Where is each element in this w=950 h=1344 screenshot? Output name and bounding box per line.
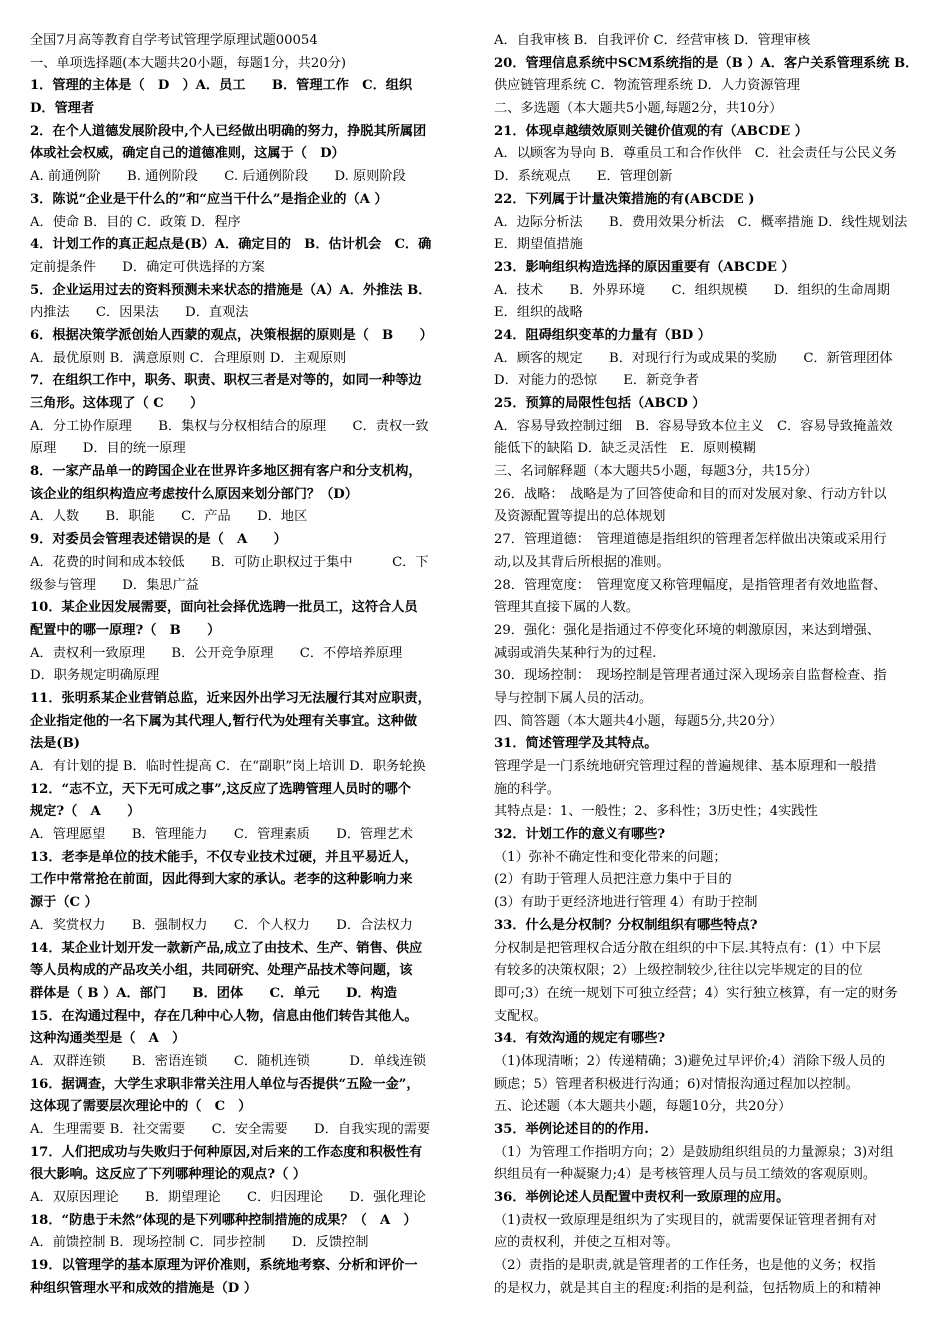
text-line: A．人数 B．职能 C．产品 D．地区 bbox=[30, 509, 308, 525]
text-line: 工作中常常抢在前面，因此得到大家的承认。老李的这种影响力来 bbox=[30, 872, 413, 888]
text-line: 有较多的决策权限；2）上级控制较少,往往以完毕规定的目的位 bbox=[494, 963, 863, 979]
text-line: 17．人们把成功与失败归于何种原因,对后来的工作态度和积极性有 bbox=[30, 1144, 423, 1160]
text-line: 28．管理宽度： 管理宽度又称管理幅度，是指管理者有效地监督、 bbox=[494, 577, 887, 593]
text-line: 16．据调查，大学生求职非常关注用人单位与否提供“五险一金”， bbox=[30, 1076, 420, 1092]
text-line: 分权制是把管理权合适分散在组织的中下层.其特点有：(1）中下层 bbox=[494, 940, 881, 956]
text-line: 等人员构成的产品攻关小组，共同研究、处理产品技术等问题，该 bbox=[30, 963, 413, 979]
right-column bbox=[494, 30, 930, 1301]
text-line: 源于（C ） bbox=[30, 895, 98, 911]
text-line: 规定?（ A ） bbox=[30, 804, 141, 820]
text-line: 五、论述题（本大题共小题，每题10分，共20分） bbox=[494, 1099, 792, 1115]
text-line: A．双原因理论 B．期望理论 C．归因理论 D．强化理论 bbox=[30, 1190, 426, 1206]
left-column bbox=[30, 30, 466, 1301]
text-line: 36．举例论述人员配置中责权利一致原理的应用。 bbox=[494, 1190, 790, 1206]
text-line: 其特点是：1、一般性；2、多科性；3历史性；4实践性 bbox=[494, 804, 818, 820]
text-line: 26．战略： 战略是为了回答使命和目的而对发展对象、行动方针以 bbox=[494, 486, 887, 502]
text-line: 应的责权利，并使之互相对等。 bbox=[494, 1235, 679, 1251]
text-line: 11．张明系某企业营销总监，近来因外出学习无法履行其对应职责， bbox=[30, 690, 431, 706]
text-line: 22．下列属于计量决策措施的有(ABCDE ) bbox=[494, 191, 755, 207]
text-line: A. 前通例阶 B. 通例阶段 C. 后通例阶段 D. 原则阶段 bbox=[30, 169, 406, 185]
text-line: A．使命 B．目的 C．政策 D．程序 bbox=[30, 214, 241, 230]
text-line: 群体是（ B ）A．部门 B．团体 C．单元 D．构造 bbox=[30, 985, 397, 1001]
text-line: 及资源配置等提出的总体规划 bbox=[494, 509, 666, 525]
text-line: 级参与管理 D．集思广益 bbox=[30, 577, 199, 593]
text-line: 织组员有一种凝聚力;4）是考核管理人员与员工绩效的客观原则。 bbox=[494, 1167, 877, 1183]
text-line: （1）弥补不确定性和变化带来的问题； bbox=[494, 849, 727, 865]
text-line: A．生理需要 B．社交需要 C．安全需要 D．自我实现的需要 bbox=[30, 1122, 431, 1137]
text-line: 13．老李是单位的技术能手，不仅专业技术过硬，并且平易近人， bbox=[30, 849, 418, 865]
text-line: 8．一家产品单一的跨国企业在世界许多地区拥有客户和分支机构， bbox=[30, 464, 422, 480]
text-line: 减弱或消失某种行为的过程. bbox=[494, 645, 657, 661]
text-line: 20．管理信息系统中SCM系统指的是（B ）A．客户关系管理系统 B． bbox=[494, 55, 919, 71]
text-line: 32．计划工作的意义有哪些? bbox=[494, 827, 666, 843]
text-line: 33．什么是分权制？分权制组织有哪些特点? bbox=[494, 917, 758, 933]
text-line: （1)责权一致原理是组织为了实现目的，就需要保证管理者拥有对 bbox=[494, 1212, 877, 1228]
text-line: 三、名词解释题（本大题共5小题，每题3分，共15分） bbox=[494, 464, 818, 480]
text-line: 2．在个人道德发展阶段中,个人已经做出明确的努力，挣脱其所属团 bbox=[30, 123, 427, 139]
text-line: A．有计划的提 B．临时性提高 C．在“副职”岗上培训 D．职务轮换 bbox=[30, 759, 426, 774]
text-line: 15．在沟通过程中，存在几种中心人物，信息由他们转告其他人。 bbox=[30, 1008, 418, 1024]
text-line: (2）有助于管理人员把注意力集中于目的 bbox=[494, 872, 732, 888]
text-line: 施的科学。 bbox=[494, 781, 560, 797]
text-line: 一、单项选择题(本大题共20小题，每题1分，共20分) bbox=[30, 55, 346, 71]
text-line: 24．阻碍组织变革的力量有（BD ） bbox=[494, 327, 711, 343]
text-line: 19．以管理学的基本原理为评价准则，系统地考察、分析和评价一 bbox=[30, 1258, 418, 1274]
text-line: 1．管理的主体是（ D ）A．员工 B．管理工作 C．组织 bbox=[30, 78, 413, 94]
text-line: 定前提条件 D．确定可供选择的方案 bbox=[30, 259, 265, 275]
text-line: D．职务规定明确原理 bbox=[30, 668, 160, 684]
text-line: 原理 D．目的统一原理 bbox=[30, 441, 186, 457]
text-line: A．管理愿望 B．管理能力 C．管理素质 D．管理艺术 bbox=[30, 827, 413, 843]
text-line: A．前馈控制 B．现场控制 C．同步控制 D．反馈控制 bbox=[30, 1235, 369, 1251]
text-line: 25．预算的局限性包括（ABCD ） bbox=[494, 396, 706, 411]
text-line: 种组织管理水平和成效的措施是（D ） bbox=[30, 1280, 258, 1296]
text-line: 体或社会权威，确定自己的道德准则，这属于（ D） bbox=[30, 146, 345, 162]
text-line: 配置中的哪一原理?（ B ） bbox=[30, 622, 221, 638]
text-line: 35．举例论述目的的作用. bbox=[494, 1122, 649, 1137]
text-line: 10．某企业因发展需要，面向社会择优选聘一批员工，这符合人员 bbox=[30, 600, 418, 616]
text-line: A．自我审核 B．自我评价 C．经营审核 D．管理审核 bbox=[494, 33, 811, 48]
text-line: A．责权利一致原理 B．公开竞争原理 C．不停培养原理 bbox=[30, 645, 403, 661]
text-line: A．技术 B．外界环境 C．组织规模 D．组织的生命周期 bbox=[494, 282, 890, 298]
text-line: 三角形。这体现了（ C ） bbox=[30, 396, 204, 411]
text-line: A．最优原则 B．满意原则 C．合理原则 D．主观原则 bbox=[30, 350, 347, 366]
text-line: 全国7月高等教育自学考试管理学原理试题00054 bbox=[30, 33, 318, 48]
text-line: A．以顾客为导向 B．尊重员工和合作伙伴 C．社会责任与公民义务 bbox=[494, 146, 897, 162]
text-line: 30．现场控制： 现场控制是管理者通过深入现场亲自监督检查、指 bbox=[494, 668, 887, 684]
text-line: D．对能力的恐惊 E．新竞争者 bbox=[494, 373, 699, 389]
text-line: 3．陈说“企业是干什么的”和“应当干什么”是指企业的（A ） bbox=[30, 191, 388, 207]
text-line: （1）为管理工作指明方向；2）是鼓励组织组员的力量源泉；3)对组 bbox=[494, 1144, 894, 1160]
text-line: 顾虑；5）管理者积极进行沟通；6)对情报沟通过程加以控制。 bbox=[494, 1076, 859, 1092]
text-line: 即可;3）在统一规划下可独立经营；4）实行独立核算，有一定的财务 bbox=[494, 985, 898, 1001]
text-line: E．组织的战略 bbox=[494, 305, 583, 321]
text-line: （1)体现清晰；2）传递精确；3)避免过早评价;4）消除下级人员的 bbox=[494, 1053, 886, 1069]
text-line: 29．强化：强化是指通过不停变化环境的刺激原因，来达到增强、 bbox=[494, 622, 881, 638]
text-line: 23．影响组织构造选择的原因重要有（ABCDE ） bbox=[494, 259, 795, 275]
text-line: （2）责指的是职责,就是管理者的工作任务，也是他的义务；权指 bbox=[494, 1258, 876, 1274]
text-line: 12．“志不立，天下无可成之事”,这反应了选聘管理人员时的哪个 bbox=[30, 781, 411, 797]
text-line: 很大影响。这反应了下列哪种理论的观点?（ ） bbox=[30, 1167, 307, 1183]
text-line: 供应链管理系统 C．物流管理系统 D．人力资源管理 bbox=[494, 78, 800, 94]
text-line: A．容易导致控制过细 B．容易导致本位主义 C．容易导致掩盖效 bbox=[494, 418, 893, 434]
text-line: 的是权力，就是其自主的程度:利指的是利益，包括物质上的和精神 bbox=[494, 1280, 881, 1296]
text-line: 法是(B) bbox=[30, 736, 81, 752]
text-line: 能低下的缺陷 D．缺乏灵活性 E．原则模糊 bbox=[494, 441, 756, 457]
text-line: A．双群连锁 B．密语连锁 C．随机连锁 D．单线连锁 bbox=[30, 1053, 426, 1069]
text-line: 该企业的组织构造应考虑按什么原因来划分部门？（D） bbox=[30, 486, 358, 502]
text-line: D．系统观点 E．管理创新 bbox=[494, 169, 673, 185]
text-line: 内推法 C．因果法 D．直观法 bbox=[30, 305, 249, 321]
text-line: 21．体现卓越绩效原则关键价值观的有（ABCDE ） bbox=[494, 123, 808, 139]
text-line: 企业指定他的一名下属为其代理人,暂行代为处理有关事宜。这种做 bbox=[30, 713, 418, 729]
text-line: 管理学是一门系统地研究管理过程的普遍规律、基本原理和一般措 bbox=[494, 759, 877, 774]
text-line: 7．在组织工作中，职务、职责、职权三者是对等的，如同一种等边 bbox=[30, 373, 422, 389]
text-line: 31．简述管理学及其特点。 bbox=[494, 736, 658, 752]
text-line: 6．根据决策学派创始人西蒙的观点，决策根据的原则是（ B ） bbox=[30, 327, 433, 343]
text-line: 18．“防患于未然”体现的是下列哪种控制措施的成果？（ A ） bbox=[30, 1212, 417, 1228]
text-line: A．边际分析法 B．费用效果分析法 C．概率措施 D．线性规划法 bbox=[494, 214, 908, 230]
text-line: 5．企业运用过去的资料预测未来状态的措施是（A）A．外推法 B． bbox=[30, 282, 432, 298]
text-line: E．期望值措施 bbox=[494, 237, 583, 253]
text-line: 动,以及其背后所根据的准则。 bbox=[494, 554, 670, 570]
text-line: 27．管理道德： 管理道德是指组织的管理者怎样做出决策或采用行 bbox=[494, 532, 887, 548]
text-line: 9．对委员会管理表述错误的是（ A ） bbox=[30, 532, 287, 548]
text-line: 导与控制下属人员的活动。 bbox=[494, 690, 653, 706]
text-line: A．奖赏权力 B．强制权力 C．个人权力 D．合法权力 bbox=[30, 917, 413, 933]
text-line: D．管理者 bbox=[30, 101, 95, 117]
text-line: 34．有效沟通的规定有哪些? bbox=[494, 1031, 666, 1047]
text-line: 四、简答题（本大题共4小题，每题5分,共20分） bbox=[494, 713, 783, 729]
text-line: 4．计划工作的真正起点是(B）A．确定目的 B．估计机会 C．确 bbox=[30, 237, 432, 253]
text-line: 二、多选题（本大题共5小题,每题2分，共10分） bbox=[494, 101, 783, 117]
text-line: (3）有助于更经济地进行管理 4）有助于控制 bbox=[494, 895, 758, 911]
text-line: A．顾客的规定 B．对现行行为或成果的奖励 C．新管理团体 bbox=[494, 350, 893, 366]
text-line: 14．某企业计划开发一款新产品,成立了由技术、生产、销售、供应 bbox=[30, 940, 423, 956]
text-line: 这体现了需要层次理论中的（ C ） bbox=[30, 1099, 252, 1115]
text-line: A．花费的时间和成本较低 B．可防止职权过于集中 C．下 bbox=[30, 554, 429, 570]
text-line: 支配权。 bbox=[494, 1008, 547, 1024]
text-line: 管理其直接下属的人数。 bbox=[494, 600, 640, 616]
text-line: A．分工协作原理 B．集权与分权相结合的原理 C．责权一致 bbox=[30, 418, 429, 434]
text-line: 这种沟通类型是（ A ） bbox=[30, 1031, 186, 1047]
